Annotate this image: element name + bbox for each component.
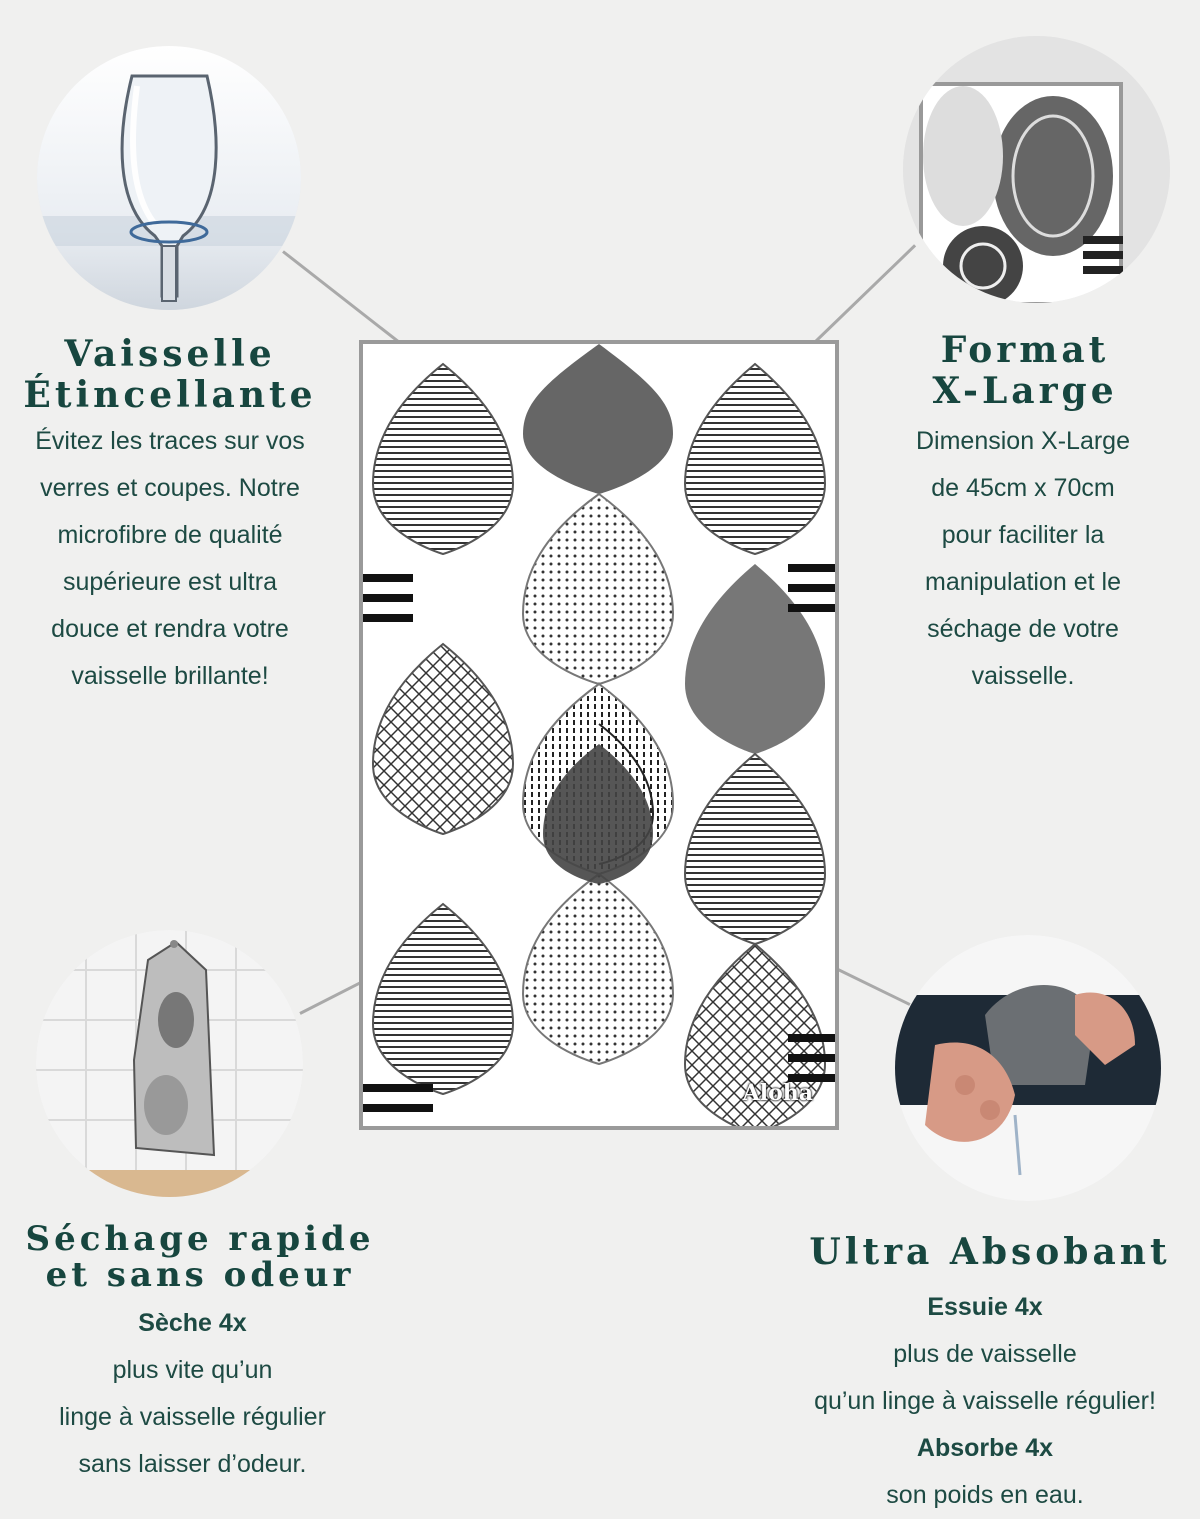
desc-text: manipulation et le — [925, 568, 1121, 596]
desc-text: microfibre de qualité — [57, 521, 283, 549]
desc-text: son poids en eau. — [886, 1481, 1084, 1509]
title-line: Ultra Absobant — [809, 1231, 1171, 1273]
feature-desc-sparkling — [0, 418, 340, 700]
feature-desc-absorbent — [760, 1284, 1200, 1519]
desc-emphasis: Essuie 4x — [927, 1293, 1043, 1321]
wringing-towel-icon — [895, 935, 1161, 1201]
desc-emphasis: Absorbe 4x — [916, 1434, 1054, 1462]
desc-text: linge à vaisselle régulier — [59, 1403, 326, 1431]
title-line: et sans odeur — [45, 1254, 355, 1295]
desc-text: Évitez les traces sur vos — [35, 427, 305, 455]
title-line: X-Large — [932, 370, 1118, 413]
desc-text: pour faciliter la — [941, 521, 1105, 549]
desc-line — [760, 1284, 1200, 1378]
desc-line — [0, 1441, 385, 1488]
desc-text: qu’un linge à vaisselle régulier! — [814, 1387, 1156, 1415]
desc-text: sans laisser d’odeur. — [78, 1450, 307, 1478]
desc-text: de 45cm x 70cm — [931, 474, 1115, 502]
desc-text: douce et rendra votre — [51, 615, 289, 643]
desc-text: supérieure est ultra — [62, 568, 277, 596]
towel-pattern-closeup-icon — [903, 36, 1170, 303]
feature-desc-xlarge — [872, 418, 1174, 700]
feature-title-drying — [0, 1219, 400, 1295]
desc-line — [872, 606, 1174, 653]
desc-text: vaisselle. — [971, 662, 1075, 690]
desc-text: verres et coupes. Notre — [40, 474, 300, 502]
desc-text: séchage de votre — [927, 615, 1119, 643]
wringing-towel-image — [895, 935, 1161, 1201]
desc-text: vaisselle brillante! — [71, 662, 269, 690]
title-line: Séchage rapide — [25, 1219, 375, 1259]
desc-line — [872, 653, 1174, 700]
desc-text: plus de vaisselle — [893, 1340, 1077, 1368]
desc-line — [0, 512, 340, 559]
connector-line-bottom-right — [837, 968, 910, 1006]
desc-line — [872, 512, 1174, 559]
desc-line — [872, 465, 1174, 512]
feature-title-xlarge — [870, 330, 1180, 413]
title-line: Étincellante — [23, 374, 317, 417]
desc-line — [872, 418, 1174, 465]
title-line: Vaisselle — [64, 333, 276, 375]
feature-title-absorbent — [780, 1232, 1200, 1273]
desc-line — [760, 1425, 1200, 1519]
desc-line — [0, 1300, 385, 1394]
desc-line — [872, 559, 1174, 606]
title-line: Format — [940, 329, 1110, 371]
connector-line-top-left — [282, 250, 402, 345]
desc-line — [0, 465, 340, 512]
desc-line — [0, 418, 340, 465]
ogee-pattern-icon — [363, 344, 835, 1126]
desc-emphasis: Sèche 4x — [138, 1309, 247, 1337]
feature-desc-drying — [0, 1300, 385, 1488]
desc-line — [760, 1378, 1200, 1425]
towel-closeup-image — [903, 36, 1170, 303]
dish-towel-product — [359, 340, 839, 1130]
towel-brand-label: Aloha — [742, 1080, 813, 1106]
desc-text: plus vite qu’un — [112, 1356, 273, 1384]
connector-line-bottom-left — [299, 979, 365, 1014]
desc-line — [0, 559, 340, 606]
wine-glass-image — [37, 46, 301, 310]
hanging-towel-image — [36, 930, 303, 1197]
desc-line — [0, 653, 340, 700]
feature-title-sparkling — [0, 334, 340, 417]
desc-line — [0, 1394, 385, 1441]
desc-line — [0, 606, 340, 653]
wine-glass-icon — [37, 46, 301, 310]
hanging-towel-icon — [36, 930, 303, 1197]
desc-text: Dimension X-Large — [916, 427, 1130, 455]
